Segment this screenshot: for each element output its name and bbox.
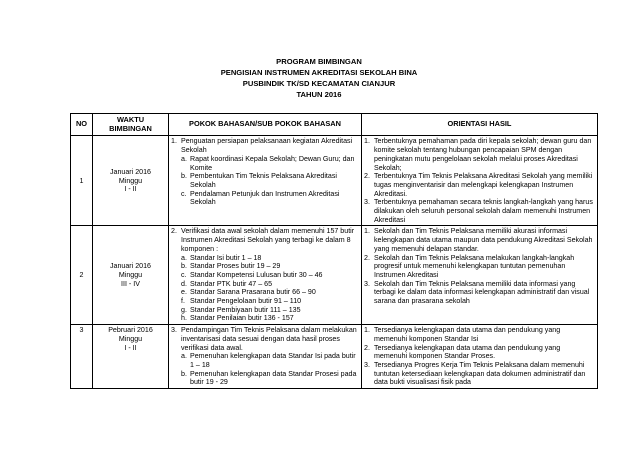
- orientasi-text: Tersedianya kelengkapan data utama dan pendukung yang memenuhi komponen Standar Isi: [374, 326, 561, 343]
- pokok-cell: [169, 325, 362, 389]
- pokok-subitem: [171, 271, 359, 280]
- table-header-row: [71, 114, 598, 136]
- header-institution: PUSBINDIK TK/SD KECAMATAN CIANJUR: [242, 79, 396, 88]
- orientasi-item: [364, 172, 595, 198]
- orientasi-number: 1.: [364, 227, 370, 236]
- header-title: PROGRAM BIMBINGAN: [276, 57, 362, 66]
- waktu-line: Minggu: [118, 270, 143, 279]
- subitem-letter: c.: [181, 270, 187, 279]
- orientasi-item: [364, 227, 595, 253]
- subitem-letter: g.: [181, 305, 187, 314]
- subitem-text: Pemenuhan kelengkapan data Standar Isi pada butir 1 – 18: [190, 352, 356, 369]
- pokok-subitem: [171, 262, 359, 271]
- subitem-letter: c.: [181, 189, 187, 198]
- orientasi-text: Tersedianya Progres Kerja Tim Teknis Pelaksana dalam memenuhi tuntutan ketersediaan kelengkapan data dokumen administratif dan data bukti visualisasi fisik pada: [374, 360, 586, 387]
- orientasi-number: 3.: [364, 279, 370, 288]
- waktu-line: Pebruari 2016: [108, 326, 153, 335]
- waktu-line: Minggu: [118, 176, 143, 185]
- waktu-cell: [93, 325, 169, 389]
- pokok-number: 2.: [171, 227, 177, 236]
- waktu-line: I - II: [124, 343, 137, 352]
- program-table: [70, 113, 598, 389]
- table-row: [71, 325, 598, 389]
- pokok-subitem: [171, 288, 359, 297]
- table-row: [71, 226, 598, 325]
- row-number: 3: [71, 325, 93, 389]
- waktu-line: III - IV: [121, 279, 140, 288]
- subitem-letter: b.: [181, 369, 187, 378]
- pokok-cell: [169, 226, 362, 325]
- subitem-text: Rapat koordinasi Kepala Sekolah; Dewan Guru; dan Komite: [190, 154, 355, 172]
- subitem-text: Standar Sarana Prasarana butir 66 – 90: [190, 288, 316, 297]
- subitem-text: Pembentukan Tim Teknis Pelaksana Akreditasi Sekolah: [190, 172, 337, 189]
- subitem-text: Standar Proses butir 19 – 29: [190, 262, 281, 271]
- orientasi-text: Tersedianya kelengkapan data utama dan pendukung yang memenuhi komponen Standar Proses.: [374, 343, 561, 361]
- waktu-cell: [93, 136, 169, 226]
- pokok-subitem: [171, 190, 359, 207]
- pokok-subitem: [171, 314, 359, 323]
- orientasi-text: Sekolah dan Tim Teknis Pelaksana melakukan langkah-langkah progresif untuk memenuhi kelengkapan tuntutan pemenuhan Instrumen Akreditasi: [374, 253, 575, 279]
- orientasi-text: Sekolah dan Tim Teknis Pelaksana memiliki akurasi informasi kelengkapan data utama maupun data pendukung Akreditasi Sekolah yang memenuhi delapan standar.: [374, 227, 593, 253]
- subitem-letter: f.: [181, 297, 185, 306]
- orientasi-number: 2.: [364, 172, 370, 181]
- column-header-pokok: POKOK BAHASAN/SUB POKOK BAHASAN: [169, 114, 362, 136]
- pokok-subitem: [171, 254, 359, 263]
- orientasi-text: Sekolah dan Tim Teknis Pelaksana memiliki data informasi yang terbagi ke dalam data informasi kelengkapan administratif dan visual sarana dan prasarana sekolah: [374, 279, 590, 306]
- row-number: 2: [71, 226, 93, 325]
- subitem-letter: a.: [181, 154, 187, 163]
- subitem-text: Pemenuhan kelengkapan data Standar Prosesi pada butir 19 - 29: [190, 369, 357, 387]
- subitem-letter: a.: [181, 253, 187, 262]
- orientasi-number: 3.: [364, 360, 370, 369]
- orientasi-text: Terbentuknya pemahaman secara teknis langkah-langkah yang harus dilakukan oleh seluruh personal sekolah dalam memenuhi Instrumen Akreditasi: [374, 198, 593, 224]
- orientasi-number: 3.: [364, 198, 370, 207]
- pokok-subitem: [171, 352, 359, 369]
- pokok-subitem: [171, 297, 359, 306]
- header-subtitle: PENGISIAN INSTRUMEN AKREDITASI SEKOLAH BINA: [220, 68, 418, 77]
- pokok-title: Penguatan persiapan pelaksanaan kegiatan Akreditasi Sekolah: [181, 137, 353, 155]
- pokok-title: Pendampingan Tim Teknis Pelaksana dalam melakukan inventarisasi data sesuai dengan data hasil proses verifikasi data awal.: [181, 326, 357, 352]
- orientasi-item: [364, 361, 595, 387]
- subitem-letter: a.: [181, 352, 187, 361]
- orientasi-item: [364, 280, 595, 306]
- pokok-subitem: [171, 172, 359, 189]
- orientasi-item: [364, 344, 595, 361]
- column-header-waktu: WAKTU BIMBINGAN: [93, 114, 169, 136]
- orientasi-cell: [362, 226, 598, 325]
- pokok-number: 1.: [171, 137, 177, 146]
- orientasi-item: [364, 326, 595, 343]
- pokok-title: Verifikasi data awal sekolah dalam memenuhi 157 butir Instrumen Akreditasi Sekolah yang terbagi ke dalam 8 komponen :: [181, 227, 355, 253]
- orientasi-cell: [362, 136, 598, 226]
- orientasi-number: 2.: [364, 253, 370, 262]
- column-header-orientasi: ORIENTASI HASIL: [362, 114, 598, 136]
- pokok-subitem: [171, 155, 359, 172]
- subitem-letter: h.: [181, 314, 187, 323]
- subitem-text: Standar Pengelolaan butir 91 – 110: [190, 297, 302, 306]
- pokok-cell: [169, 136, 362, 226]
- subitem-letter: e.: [181, 288, 187, 297]
- document-header: [0, 56, 638, 100]
- subitem-text: Standar Isi butir 1 – 18: [190, 253, 262, 262]
- orientasi-text: Terbentuknya Tim Teknis Pelaksana Akreditasi Sekolah yang memiliki tugas menginventarisir dan melengkapi kelengkapan Instrumen Akreditasi.: [374, 172, 593, 198]
- subitem-letter: b.: [181, 172, 187, 181]
- subitem-letter: d.: [181, 279, 187, 288]
- pokok-subitem: [171, 280, 359, 289]
- waktu-line: Januari 2016: [109, 262, 152, 271]
- table-row: [71, 136, 598, 226]
- waktu-line: I - II: [124, 185, 137, 194]
- orientasi-number: 1.: [364, 137, 370, 146]
- waktu-cell: [93, 226, 169, 325]
- header-year: TAHUN 2016: [296, 90, 342, 99]
- row-number: 1: [71, 136, 93, 226]
- orientasi-number: 1.: [364, 326, 370, 335]
- waktu-line: Minggu: [118, 334, 143, 343]
- subitem-text: Standar PTK butir 47 – 65: [190, 279, 273, 288]
- subitem-text: Standar Penilaian butir 136 - 157: [190, 314, 294, 323]
- pokok-number: 3.: [171, 326, 177, 335]
- pokok-subitem: [171, 370, 359, 387]
- orientasi-item: [364, 254, 595, 280]
- column-header-no: NO: [71, 114, 93, 136]
- orientasi-item: [364, 137, 595, 172]
- orientasi-cell: [362, 325, 598, 389]
- orientasi-item: [364, 198, 595, 224]
- subitem-letter: b.: [181, 262, 187, 271]
- orientasi-number: 2.: [364, 343, 370, 352]
- pokok-subitem: [171, 306, 359, 315]
- subitem-text: Standar Pembiyaan butir 111 – 135: [190, 305, 301, 314]
- waktu-line: Januari 2016: [109, 167, 152, 176]
- orientasi-text: Terbentuknya pemahaman pada diri kepala sekolah; dewan guru dan komite sekolah tentang hubungan pencapaian SPM dengan peningkatan mutu pengelolaan sekolah melalui proses Akreditasi Sekolah;: [374, 137, 592, 172]
- subitem-text: Pendalaman Petunjuk dan Instrumen Akreditasi Sekolah: [190, 189, 340, 207]
- subitem-text: Standar Kompetensi Lulusan butir 30 – 46: [190, 270, 323, 279]
